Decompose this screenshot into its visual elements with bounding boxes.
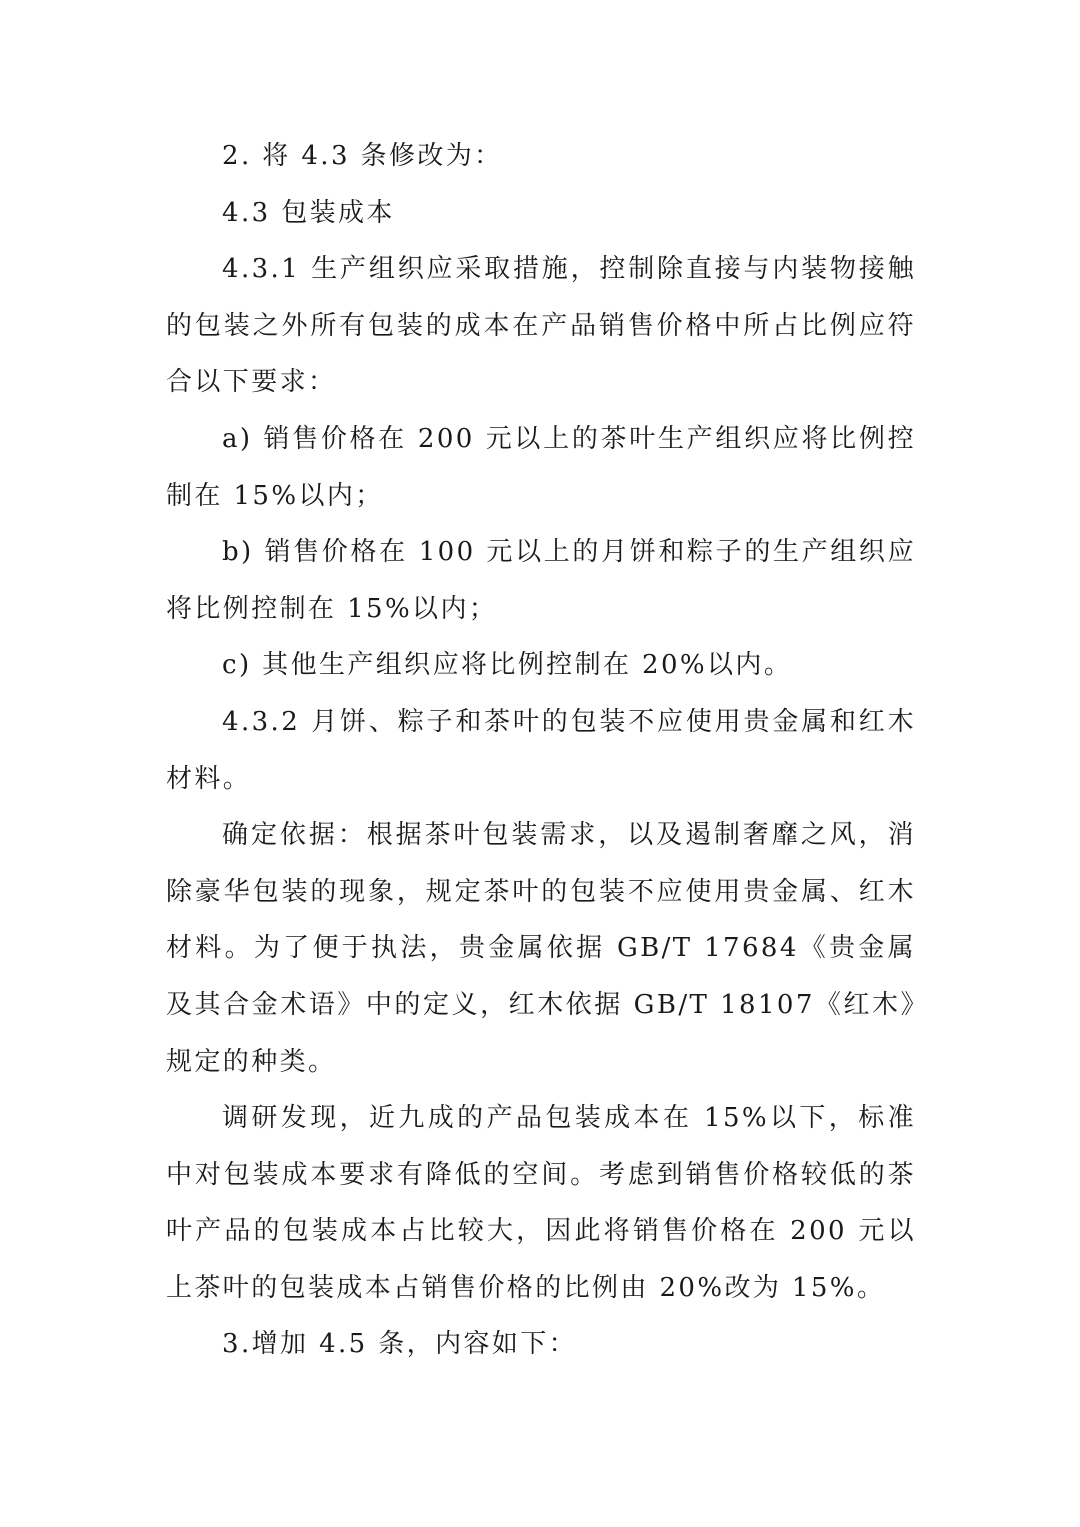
heading-4-3-packaging-cost: 4.3 包装成本 — [222, 197, 395, 228]
paragraph-basis: 确定依据：根据茶叶包装需求，以及遏制奢靡之风，消除豪华包装的现象，规定茶叶的包装不应使用贵金属、红木材料。为了便于执法，贵金属依据 GB/T 17684《贵金属及其合金术语》中的定义，红木依据 GB/T 18107《红木》规定的种类。 — [166, 820, 916, 1077]
paragraph-4-3-2: 4.3.2 月饼、粽子和茶叶的包装不应使用贵金属和红木材料。 — [166, 706, 916, 794]
list-item-b: b) 销售价格在 100 元以上的月饼和粽子的生产组织应将比例控制在 15%以内； — [166, 537, 916, 624]
list-item-c: c) 其他生产组织应将比例控制在 20%以内。 — [222, 650, 793, 681]
paragraph-4-3-1: 4.3.1 生产组织应采取措施，控制除直接与内装物接触的包装之外所有包装的成本在产品销售价格中所占比例应符合以下要求： — [166, 254, 916, 398]
document-body — [166, 128, 916, 1373]
paragraph-amendment-3: 3.增加 4.5 条，内容如下： — [222, 1329, 578, 1360]
list-item-a: a) 销售价格在 200 元以上的茶叶生产组织应将比例控制在 15%以内； — [166, 423, 916, 511]
paragraph-amendment-2: 2. 将 4.3 条修改为： — [222, 141, 503, 171]
paragraph-research: 调研发现，近九成的产品包装成本在 15%以下，标准中对包装成本要求有降低的空间。考虑到销售价格较低的茶叶产品的包装成本占比较大，因此将销售价格在 200 元以上茶叶的包装成本占销售价格的比例由 20%改为 15%。 — [166, 1103, 916, 1303]
